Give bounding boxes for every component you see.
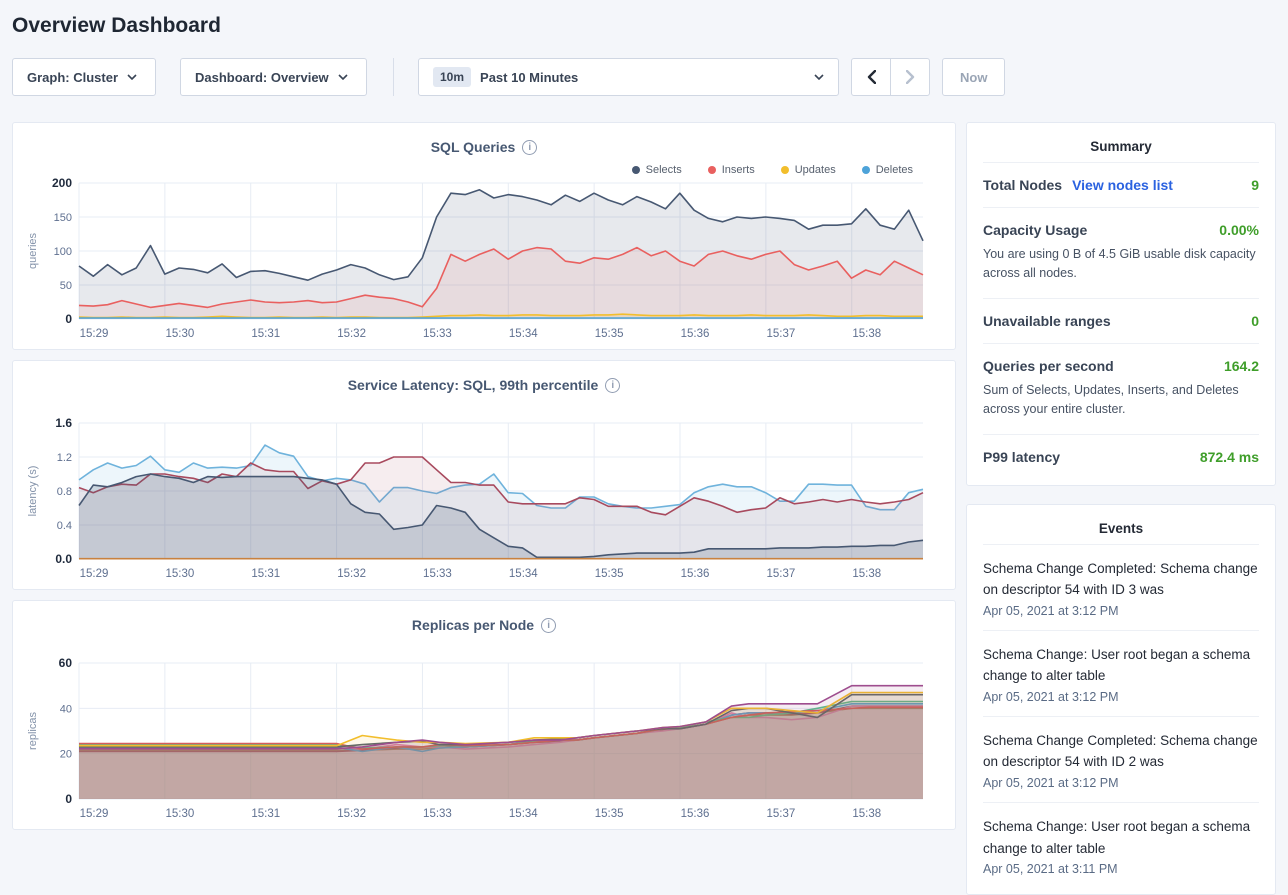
svg-text:15:38: 15:38 (852, 328, 881, 340)
svg-text:15:30: 15:30 (165, 568, 194, 580)
chevron-left-icon (867, 70, 876, 84)
svg-text:60: 60 (59, 657, 73, 670)
events-card (966, 504, 1276, 895)
service-latency-chart[interactable] (25, 417, 943, 585)
overview-dashboard-page (0, 14, 1288, 895)
legend-dot-icon (862, 166, 870, 174)
svg-text:15:30: 15:30 (165, 328, 194, 340)
svg-text:15:36: 15:36 (681, 328, 710, 340)
svg-text:latency (s): latency (s) (27, 466, 39, 517)
svg-text:15:35: 15:35 (595, 568, 624, 580)
svg-text:0: 0 (65, 792, 72, 806)
event-text: Schema Change: User root began a schema change to alter table (983, 644, 1259, 687)
svg-text:1.2: 1.2 (57, 452, 72, 464)
svg-text:15:34: 15:34 (509, 328, 538, 340)
chart-title: Service Latency: SQL, 99th percentile (348, 377, 599, 393)
svg-text:15:34: 15:34 (509, 568, 538, 580)
info-icon[interactable] (605, 378, 620, 393)
chart-title: Replicas per Node (412, 617, 534, 633)
event-list-item[interactable] (983, 544, 1259, 630)
svg-text:15:32: 15:32 (337, 568, 366, 580)
svg-text:15:35: 15:35 (595, 808, 624, 820)
sql-queries-card (12, 122, 956, 350)
chart-title-row (25, 615, 943, 635)
summary-metric-label: Capacity Usage (983, 222, 1087, 238)
legend-dot-icon (632, 166, 640, 174)
svg-text:15:33: 15:33 (423, 328, 452, 340)
summary-metric-label: Total Nodes (983, 177, 1062, 193)
previous-time-button[interactable] (851, 58, 891, 96)
svg-text:15:37: 15:37 (766, 328, 795, 340)
dashboard-dropdown[interactable] (180, 58, 367, 96)
svg-text:0.8: 0.8 (57, 486, 72, 498)
summary-metric-label: Queries per second (983, 358, 1114, 374)
replicas-per-node-chart[interactable] (25, 657, 943, 825)
svg-text:15:29: 15:29 (80, 568, 109, 580)
graph-dropdown-label: Graph: Cluster (27, 70, 118, 85)
time-step-buttons (851, 58, 930, 96)
summary-row-total-nodes (983, 162, 1259, 207)
replicas-per-node-card (12, 600, 956, 830)
summary-row-capacity-usage (983, 207, 1259, 298)
sidebar-column (966, 122, 1276, 895)
summary-metric-value: 164.2 (1224, 358, 1259, 374)
svg-text:150: 150 (54, 212, 72, 224)
svg-text:15:37: 15:37 (766, 808, 795, 820)
summary-metric-label: P99 latency (983, 449, 1060, 465)
event-text: Schema Change: User root began a schema change to alter table (983, 816, 1259, 859)
toolbar-divider (393, 58, 394, 96)
next-time-button[interactable] (890, 58, 930, 96)
svg-text:200: 200 (52, 177, 72, 190)
legend-label: Updates (795, 164, 836, 176)
svg-text:0.4: 0.4 (57, 520, 72, 532)
view-nodes-list-link[interactable]: View nodes list (1072, 177, 1173, 193)
svg-text:replicas: replicas (27, 712, 39, 750)
chevron-down-icon (338, 74, 348, 80)
events-title: Events (983, 521, 1259, 536)
event-date: Apr 05, 2021 at 3:12 PM (983, 604, 1259, 618)
event-list-item[interactable] (983, 716, 1259, 802)
chart-title: SQL Queries (431, 139, 516, 155)
svg-text:15:36: 15:36 (681, 568, 710, 580)
chevron-right-icon (906, 70, 915, 84)
summary-metric-label: Unavailable ranges (983, 313, 1111, 329)
legend-label: Inserts (722, 164, 755, 176)
legend-label: Selects (646, 164, 682, 176)
chart-legend (25, 163, 913, 177)
svg-text:0.0: 0.0 (55, 552, 72, 566)
svg-text:20: 20 (60, 749, 72, 761)
svg-text:15:35: 15:35 (595, 328, 624, 340)
svg-text:15:32: 15:32 (337, 328, 366, 340)
summary-title: Summary (983, 139, 1259, 154)
svg-text:15:31: 15:31 (251, 328, 280, 340)
time-range-badge: 10m (433, 67, 471, 87)
info-icon[interactable] (541, 618, 556, 633)
service-latency-card (12, 360, 956, 590)
dashboard-dropdown-label: Dashboard: Overview (195, 70, 329, 85)
legend-label: Deletes (876, 164, 913, 176)
chart-title-row (25, 137, 943, 157)
legend-dot-icon (781, 166, 789, 174)
svg-text:40: 40 (60, 703, 72, 715)
dashboard-content (12, 122, 1276, 895)
svg-text:15:38: 15:38 (852, 568, 881, 580)
svg-text:15:32: 15:32 (337, 808, 366, 820)
summary-metric-value: 0 (1251, 313, 1259, 329)
now-button[interactable]: Now (942, 58, 1005, 96)
chart-title-row (25, 375, 943, 395)
event-text: Schema Change Completed: Schema change on descriptor 54 with ID 2 was (983, 730, 1259, 773)
legend-item-inserts[interactable] (708, 163, 755, 177)
event-list-item[interactable] (983, 630, 1259, 716)
graph-dropdown[interactable] (12, 58, 156, 96)
summary-row-queries-per-second (983, 343, 1259, 434)
svg-text:50: 50 (60, 280, 72, 292)
summary-metric-value: 0.00% (1219, 222, 1259, 238)
svg-text:15:29: 15:29 (80, 808, 109, 820)
summary-row-p99-latency (983, 434, 1259, 479)
svg-text:15:37: 15:37 (766, 568, 795, 580)
legend-item-deletes[interactable] (862, 163, 913, 177)
legend-item-updates[interactable] (781, 163, 836, 177)
page-title: Overview Dashboard (12, 14, 1276, 38)
svg-text:15:29: 15:29 (80, 328, 109, 340)
summary-metric-value: 9 (1251, 177, 1259, 193)
svg-text:15:33: 15:33 (423, 568, 452, 580)
svg-text:1.6: 1.6 (55, 417, 72, 430)
summary-card (966, 122, 1276, 486)
legend-item-selects[interactable] (632, 163, 682, 177)
svg-text:15:33: 15:33 (423, 808, 452, 820)
summary-metric-description: Sum of Selects, Updates, Inserts, and Deletes across your entire cluster. (983, 381, 1259, 420)
svg-text:15:31: 15:31 (251, 568, 280, 580)
svg-text:15:34: 15:34 (509, 808, 538, 820)
svg-text:100: 100 (54, 246, 72, 258)
legend-dot-icon (708, 166, 716, 174)
chevron-down-icon (127, 74, 137, 80)
svg-text:0: 0 (65, 312, 72, 326)
summary-metric-description: You are using 0 B of 4.5 GiB usable disk capacity across all nodes. (983, 245, 1259, 284)
dashboard-controls (12, 58, 1276, 96)
event-date: Apr 05, 2021 at 3:12 PM (983, 690, 1259, 704)
charts-column (12, 122, 956, 830)
info-icon[interactable] (522, 140, 537, 155)
summary-metric-value: 872.4 ms (1200, 449, 1259, 465)
sql-queries-chart[interactable] (25, 177, 943, 345)
svg-text:15:31: 15:31 (251, 808, 280, 820)
summary-row-unavailable-ranges (983, 298, 1259, 343)
event-date: Apr 05, 2021 at 3:11 PM (983, 862, 1259, 876)
svg-text:15:30: 15:30 (165, 808, 194, 820)
event-list-item[interactable] (983, 802, 1259, 888)
time-range-picker[interactable] (418, 58, 839, 96)
event-text: Schema Change Completed: Schema change on descriptor 54 with ID 3 was (983, 558, 1259, 601)
svg-text:queries: queries (27, 232, 39, 269)
svg-text:15:38: 15:38 (852, 808, 881, 820)
time-range-label: Past 10 Minutes (480, 70, 578, 85)
chevron-down-icon (814, 74, 824, 80)
event-date: Apr 05, 2021 at 3:12 PM (983, 776, 1259, 790)
svg-text:15:36: 15:36 (681, 808, 710, 820)
